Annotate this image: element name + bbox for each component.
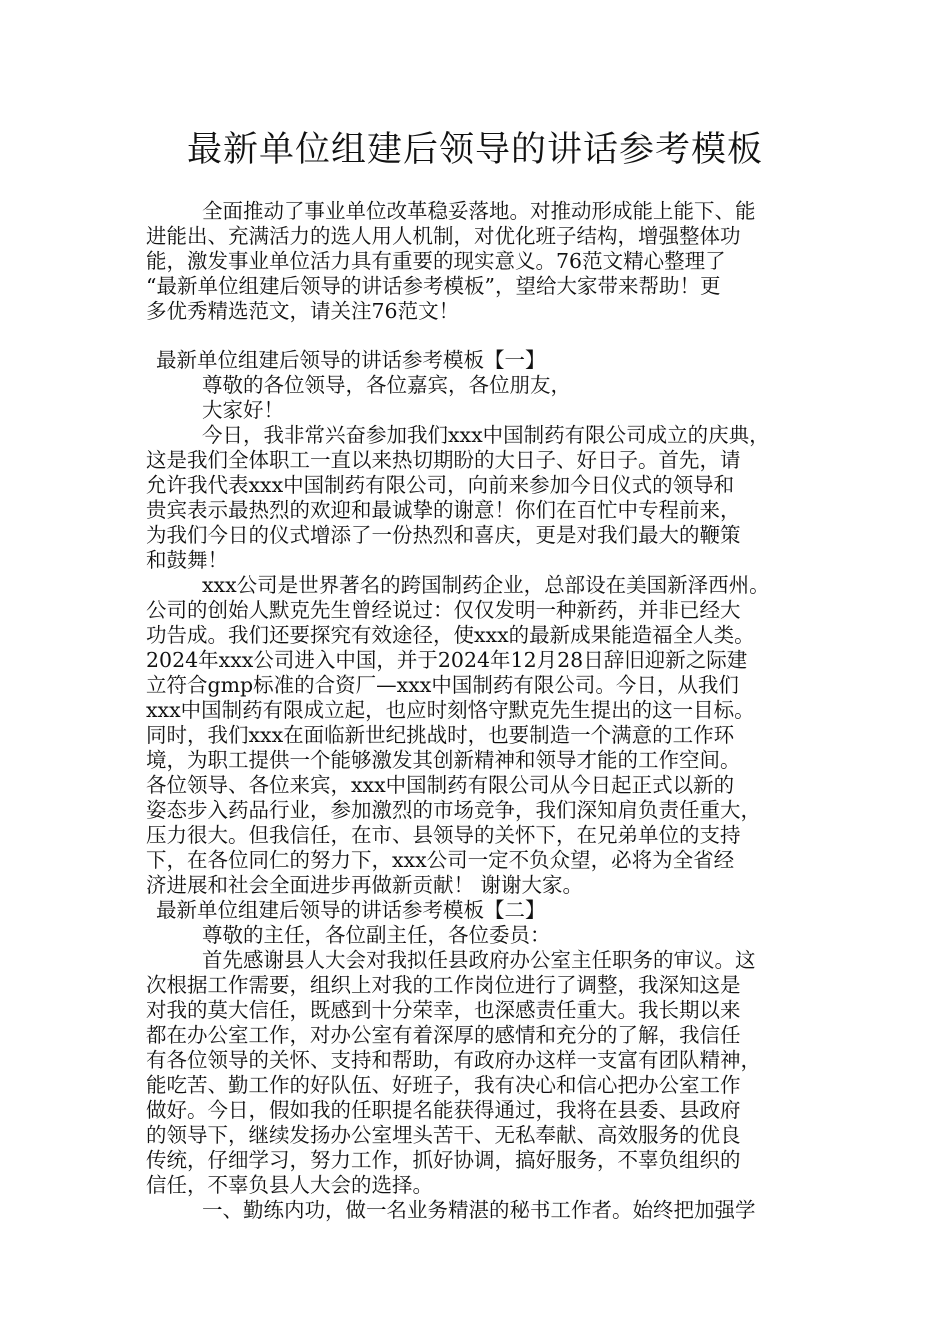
body-line: 各位领导、各位来宾，xxx中国制药有限公司从今日起正式以新的 bbox=[146, 773, 735, 797]
body-line: 贵宾表示最热烈的欢迎和最诚挚的谢意！你们在百忙中专程前来， bbox=[146, 498, 741, 522]
body-line: 和鼓舞！ bbox=[146, 548, 228, 572]
body-line: 今日，我非常兴奋参加我们xxx中国制药有限公司成立的庆典， bbox=[202, 423, 770, 447]
body-line: 全面推动了事业单位改革稳妥落地。对推动形成能上能下、能 bbox=[202, 199, 756, 223]
section-heading-2: 最新单位组建后领导的讲话参考模板【二】 bbox=[156, 898, 546, 922]
body-line: 为我们今日的仪式增添了一份热烈和喜庆，更是对我们最大的鞭策 bbox=[146, 523, 741, 547]
body-line: 首先感谢县人大会对我拟任县政府办公室主任职务的审议。这 bbox=[202, 948, 756, 972]
body-line: 尊敬的各位领导，各位嘉宾，各位朋友， bbox=[202, 373, 571, 397]
body-line: 立符合gmp标准的合资厂—xxx中国制药有限公司。今日，从我们 bbox=[146, 673, 739, 697]
body-line: 多优秀精选范文，请关注76范文！ bbox=[146, 299, 460, 323]
document-title: 最新单位组建后领导的讲话参考模板 bbox=[186, 130, 763, 170]
body-line: 信任，不辜负县人大会的选择。 bbox=[146, 1173, 433, 1197]
body-line: xxx公司是世界著名的跨国制药企业，总部设在美国新泽西州。 bbox=[202, 573, 770, 597]
body-line: 的领导下，继续发扬办公室埋头苦干、无私奉献、高效服务的优良 bbox=[146, 1123, 741, 1147]
body-line: 姿态步入药品行业，参加激烈的市场竞争，我们深知肩负责任重大， bbox=[146, 798, 761, 822]
body-line: 做好。今日，假如我的任职提名能获得通过，我将在县委、县政府 bbox=[146, 1098, 741, 1122]
body-line: xxx中国制药有限成立起，也应时刻恪守默克先生提出的这一目标。 bbox=[146, 698, 755, 722]
body-line: 尊敬的主任，各位副主任，各位委员： bbox=[202, 923, 551, 947]
body-line: 压力很大。但我信任，在市、县领导的关怀下，在兄弟单位的支持 bbox=[146, 823, 741, 847]
body-line: “最新单位组建后领导的讲话参考模板”，望给大家带来帮助！更 bbox=[146, 274, 721, 298]
body-line: 境，为职工提供一个能够激发其创新精神和领导才能的工作空间。 bbox=[146, 748, 741, 772]
body-line: 大家好！ bbox=[202, 398, 284, 422]
body-line: 下，在各位同仁的努力下，xxx公司一定不负众望，必将为全省经 bbox=[146, 848, 735, 872]
body-line: 能吃苦、勤工作的好队伍、好班子，我有决心和信心把办公室工作 bbox=[146, 1073, 741, 1097]
body-line: 济进展和社会全面进步再做新贡献！ 谢谢大家。 bbox=[146, 873, 584, 897]
body-line: 同时，我们xxx在面临新世纪挑战时，也要制造一个满意的工作环 bbox=[146, 723, 735, 747]
body-line: 这是我们全体职工一直以来热切期盼的大日子、好日子。首先，请 bbox=[146, 448, 741, 472]
body-line: 2024年xxx公司进入中国，并于2024年12月28日辞旧迎新之际建 bbox=[146, 648, 748, 672]
body-line: 进能出、充满活力的选人用人机制，对优化班子结构，增强整体功 bbox=[146, 224, 741, 248]
body-line: 公司的创始人默克先生曾经说过：仅仅发明一种新药，并非已经大 bbox=[146, 598, 741, 622]
body-line: 传统，仔细学习，努力工作，抓好协调，搞好服务，不辜负组织的 bbox=[146, 1148, 741, 1172]
body-line: 都在办公室工作，对办公室有着深厚的感情和充分的了解，我信任 bbox=[146, 1023, 741, 1047]
body-line: 有各位领导的关怀、支持和帮助，有政府办这样一支富有团队精神， bbox=[146, 1048, 761, 1072]
body-line: 功告成。我们还要探究有效途径，使xxx的最新成果能造福全人类。 bbox=[146, 623, 755, 647]
body-line: 对我的莫大信任，既感到十分荣幸，也深感责任重大。我长期以来 bbox=[146, 998, 741, 1022]
body-line: 能，激发事业单位活力具有重要的现实意义。76范文精心整理了 bbox=[146, 249, 726, 273]
body-line: 一、勤练内功，做一名业务精湛的秘书工作者。始终把加强学 bbox=[202, 1198, 756, 1222]
body-line: 次根据工作需要，组织上对我的工作岗位进行了调整，我深知这是 bbox=[146, 973, 741, 997]
body-line: 允许我代表xxx中国制药有限公司，向前来参加今日仪式的领导和 bbox=[146, 473, 735, 497]
section-heading-1: 最新单位组建后领导的讲话参考模板【一】 bbox=[156, 348, 546, 372]
